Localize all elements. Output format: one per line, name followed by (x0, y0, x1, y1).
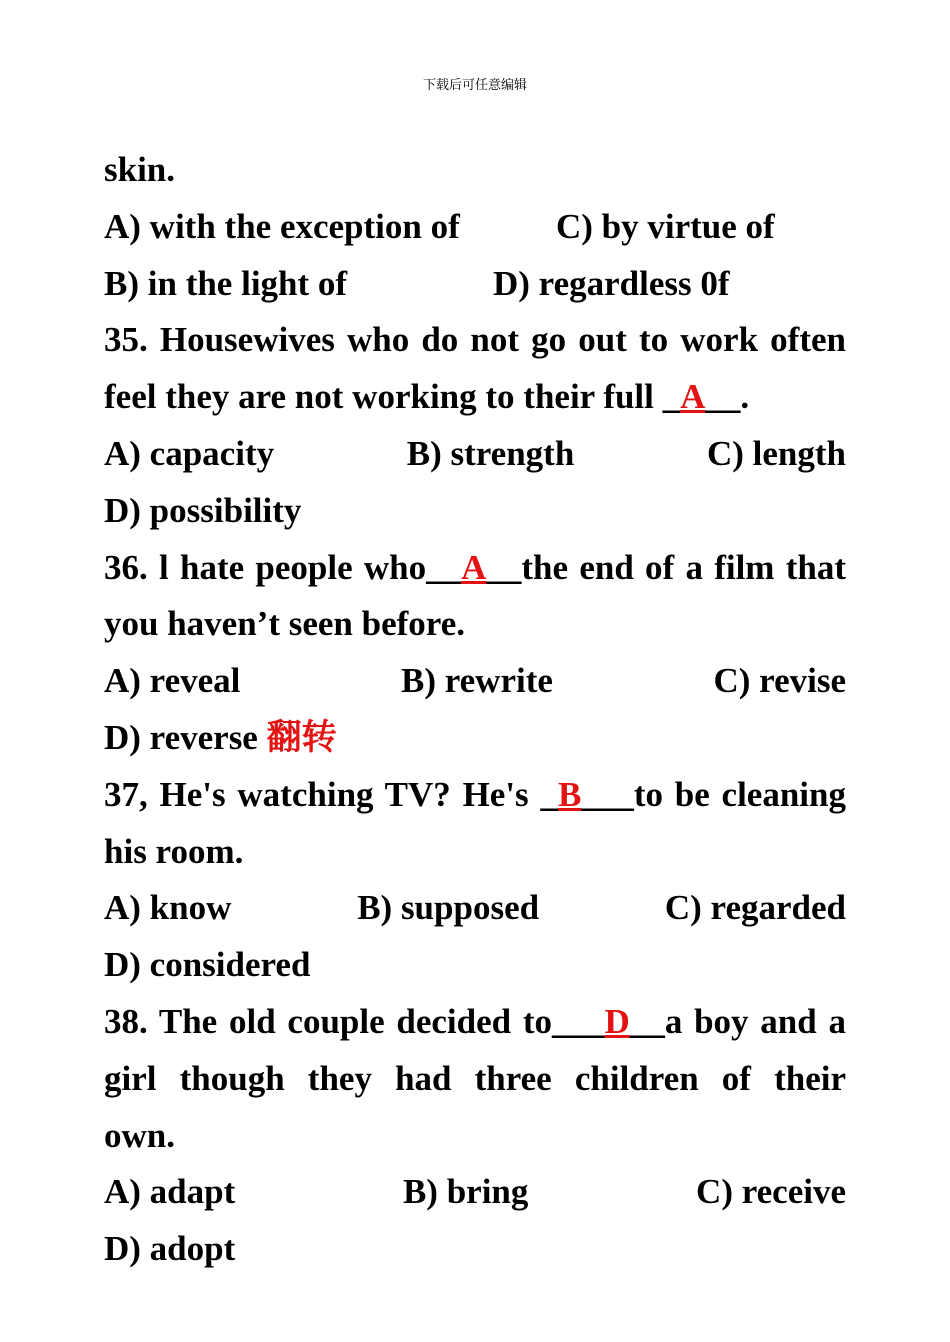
q35-option-c: C) length (706, 433, 846, 473)
q34-option-b: B) in the light of (104, 263, 348, 303)
q36-option-b: B) rewrite (400, 661, 553, 701)
q35-option-b: B) strength (406, 433, 575, 473)
q38-options-row (104, 1164, 846, 1221)
q38-stem-end: __a boy and a (629, 1001, 846, 1041)
q37-stem-end: ___to be cleaning (581, 774, 846, 814)
q36-annotation: 翻转 (266, 717, 337, 758)
q38-answer: D (604, 1001, 630, 1041)
q38-option-b: B) bring (402, 1172, 529, 1212)
q35-stem-end: __. (705, 377, 750, 417)
q34-option-d: D) regardless 0f (493, 263, 730, 303)
q37-stem-line2: his room. (104, 831, 244, 871)
q36-stem-line2: you haven’t seen before. (104, 604, 465, 644)
q34-option-a: A) with the exception of (104, 206, 460, 246)
q38-option-a: A) adapt (104, 1172, 236, 1212)
q34-option-c: C) by virtue of (556, 206, 775, 246)
q34-options-row2 (104, 256, 846, 313)
q35-stem-text: feel they are not working to their full _ (104, 377, 681, 417)
q36-stem-end: __the end of a film that (486, 547, 846, 587)
document-body (104, 142, 846, 1278)
page-header: 下载后可任意编辑 (422, 78, 527, 93)
q35-answer: A (680, 377, 706, 417)
q34-options-row1 (104, 199, 846, 256)
q34-continuation: skin. (104, 150, 176, 189)
q36-stem-line1 (104, 540, 846, 597)
q37-option-a: A) know (104, 888, 232, 928)
q37-options-row (104, 880, 846, 937)
q36-option-d: D) reverse (104, 717, 258, 757)
q38-stem-line3: own. (104, 1115, 175, 1155)
q37-option-d: D) considered (104, 945, 311, 985)
q37-answer: B (557, 774, 582, 814)
q38-stem-line2: girl though they had three children of their (104, 1058, 846, 1098)
q38-stem-line1 (104, 994, 846, 1051)
q36-options-row (104, 653, 846, 710)
q37-stem-text: 37, He's watching TV? He's _ (104, 774, 558, 814)
q36-option-a: A) reveal (104, 661, 241, 701)
q35-options-row (104, 426, 846, 483)
q36-stem-text: 36. l hate people who__ (104, 547, 462, 587)
q36-option-d-row (104, 710, 846, 767)
q35-stem-line1: 35. Housewives who do not go out to work often (104, 320, 846, 360)
q35-option-a: A) capacity (104, 433, 275, 473)
q35-stem-line2 (104, 369, 846, 426)
q37-stem-line1 (104, 767, 846, 824)
q37-option-c: C) regarded (664, 888, 846, 928)
q38-stem-text: 38. The old couple decided to___ (104, 1001, 605, 1041)
q38-option-d: D) adopt (104, 1229, 236, 1269)
q38-option-c: C) receive (696, 1172, 846, 1212)
q37-option-b: B) supposed (357, 888, 540, 928)
q36-option-c: C) revise (713, 661, 846, 701)
q35-option-d: D) possibility (104, 490, 302, 530)
q36-answer: A (461, 547, 487, 587)
